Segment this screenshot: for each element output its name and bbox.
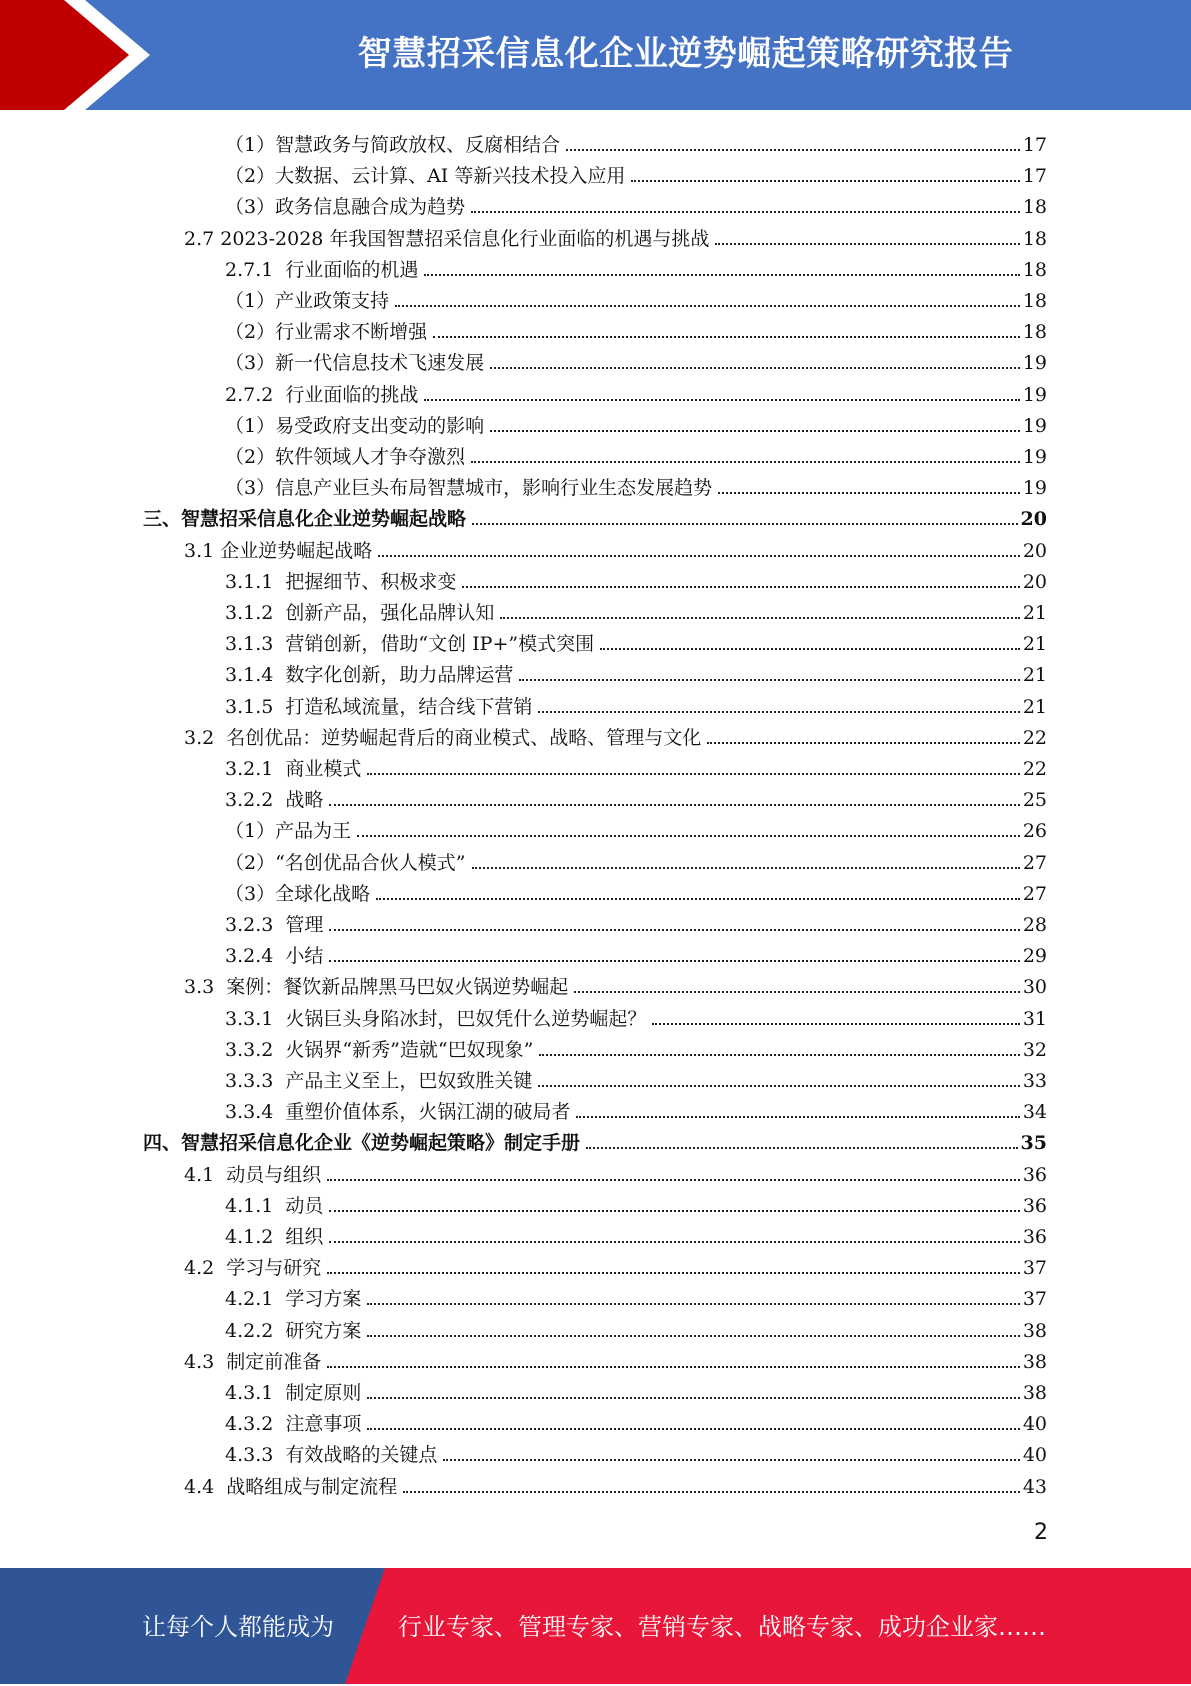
toc-entry[interactable] — [184, 1249, 1047, 1280]
toc-entry-label: 4.2 学习与研究 — [184, 1257, 322, 1280]
toc-entry[interactable] — [225, 188, 1047, 219]
toc-entry-label: 4.3 制定前准备 — [184, 1350, 322, 1373]
toc-leader-dots — [327, 1179, 1020, 1181]
toc-leader-dots — [327, 1272, 1020, 1274]
toc-entry[interactable] — [225, 157, 1047, 188]
toc-entry-page: 29 — [1022, 945, 1047, 968]
toc-entry-page: 18 — [1022, 258, 1047, 281]
toc-entry-label: （1）易受政府支出变动的影响 — [225, 414, 485, 437]
toc-entry[interactable] — [225, 1436, 1047, 1467]
toc-entry-page: 20 — [1022, 570, 1047, 593]
toc-entry[interactable] — [225, 812, 1047, 843]
toc-entry-page: 40 — [1022, 1413, 1047, 1436]
header-arrow-icon — [0, 0, 180, 110]
toc-entry[interactable] — [225, 875, 1047, 906]
toc-entry[interactable] — [225, 594, 1047, 625]
toc-entry-page: 35 — [1020, 1132, 1047, 1155]
toc-entry-label: （3）新一代信息技术飞速发展 — [225, 352, 485, 375]
toc-entry-label: 四、智慧招采信息化企业《逆势崛起策略》制定手册 — [143, 1132, 581, 1155]
toc-entry-page: 37 — [1022, 1288, 1047, 1311]
toc-entry[interactable] — [225, 688, 1047, 719]
toc-entry[interactable] — [184, 532, 1047, 563]
toc-entry[interactable] — [225, 781, 1047, 812]
toc-entry-page: 22 — [1022, 726, 1047, 749]
toc-leader-dots — [538, 1085, 1019, 1087]
footer-slogan-left: 让每个人都能成为 — [142, 1613, 334, 1641]
toc-entry-page: 34 — [1022, 1101, 1047, 1124]
toc-entry-page: 19 — [1022, 383, 1047, 406]
page-header — [0, 0, 1191, 110]
toc-entry[interactable] — [184, 1156, 1047, 1187]
toc-leader-dots — [443, 1459, 1019, 1461]
toc-leader-dots — [367, 1428, 1019, 1430]
toc-entry-page: 19 — [1022, 477, 1047, 500]
toc-entry-page: 27 — [1022, 882, 1047, 905]
toc-leader-dots — [462, 586, 1019, 588]
toc-entry[interactable] — [225, 469, 1047, 500]
toc-leader-dots — [538, 711, 1019, 713]
toc-entry[interactable] — [143, 1124, 1047, 1155]
toc-entry-label: 三、智慧招采信息化企业逆势崛起战略 — [143, 508, 467, 531]
toc-leader-dots — [519, 679, 1019, 681]
toc-entry-label: （1）智慧政务与简政放权、反腐相结合 — [225, 134, 561, 156]
toc-entry-page: 36 — [1022, 1226, 1047, 1248]
toc-entry-label: 4.1.2 组织 — [225, 1226, 324, 1248]
toc-entry-page: 17 — [1022, 134, 1047, 156]
toc-entry[interactable] — [225, 1280, 1047, 1311]
toc-entry[interactable] — [225, 906, 1047, 937]
toc-entry-page: 43 — [1022, 1475, 1047, 1498]
toc-entry[interactable] — [225, 344, 1047, 375]
toc-entry-page: 25 — [1022, 789, 1047, 812]
toc-entry-label: （3）政务信息融合成为趋势 — [225, 196, 466, 219]
toc-entry-label: （2）软件领域人才争夺激烈 — [225, 446, 466, 468]
toc-entry-label: 3.3.2 火锅界“新秀”造就“巴奴现象” — [225, 1038, 534, 1061]
toc-leader-dots — [600, 648, 1020, 650]
toc-entry-page: 19 — [1022, 352, 1047, 375]
toc-entry-page: 33 — [1022, 1070, 1047, 1092]
toc-entry[interactable] — [143, 500, 1047, 531]
toc-leader-dots — [490, 367, 1020, 369]
toc-entry-page: 38 — [1022, 1350, 1047, 1373]
toc-entry[interactable] — [184, 1343, 1047, 1374]
toc-entry[interactable] — [225, 625, 1047, 656]
toc-entry-page: 21 — [1022, 664, 1047, 687]
toc-leader-dots — [566, 149, 1020, 151]
toc-entry-page: 19 — [1022, 446, 1047, 468]
toc-entry-page: 31 — [1022, 1007, 1047, 1030]
toc-entry-page: 21 — [1022, 633, 1047, 656]
toc-entry-label: 2.7.2 行业面临的挑战 — [225, 383, 419, 406]
toc-entry[interactable] — [225, 1093, 1047, 1124]
toc-entry[interactable] — [225, 1031, 1047, 1062]
toc-entry-page: 36 — [1022, 1163, 1047, 1186]
toc-entry-label: 3.3.4 重塑价值体系，火锅江湖的破局者 — [225, 1101, 571, 1124]
toc-entry[interactable] — [225, 407, 1047, 438]
toc-leader-dots — [378, 555, 1020, 557]
toc-entry[interactable] — [225, 1218, 1047, 1249]
toc-leader-dots — [500, 617, 1019, 619]
toc-leader-dots — [329, 1210, 1019, 1212]
toc-entry-page: 36 — [1022, 1194, 1047, 1217]
toc-entry[interactable] — [225, 1374, 1047, 1405]
toc-entry-page: 18 — [1022, 196, 1047, 219]
toc-leader-dots — [395, 305, 1020, 307]
toc-entry[interactable] — [225, 376, 1047, 407]
toc-entry-page: 20 — [1022, 539, 1047, 562]
toc-leader-dots — [471, 211, 1020, 213]
toc-leader-dots — [424, 274, 1019, 276]
toc-entry[interactable] — [225, 563, 1047, 594]
toc-entry-label: （1）产品为王 — [225, 820, 352, 843]
toc-leader-dots — [367, 773, 1019, 775]
toc-leader-dots — [718, 492, 1020, 494]
toc-leader-dots — [539, 1054, 1020, 1056]
toc-entry-label: （2）“名创优品合伙人模式” — [225, 851, 466, 874]
toc-entry-page: 37 — [1022, 1257, 1047, 1280]
toc-leader-dots — [574, 991, 1020, 993]
toc-entry[interactable] — [225, 844, 1047, 875]
toc-entry-page: 38 — [1022, 1382, 1047, 1404]
toc-leader-dots — [652, 1023, 1019, 1025]
toc-leader-dots — [472, 523, 1018, 525]
toc-leader-dots — [329, 960, 1019, 962]
toc-entry-label: 3.2 名创优品：逆势崛起背后的商业模式、战略、管理与文化 — [184, 726, 702, 749]
toc-entry-label: 3.2.2 战略 — [225, 789, 324, 812]
toc-leader-dots — [329, 929, 1019, 931]
toc-entry-page: 28 — [1022, 914, 1047, 936]
toc-entry-label: （3）信息产业巨头布局智慧城市，影响行业生态发展趋势 — [225, 477, 713, 500]
toc-entry[interactable] — [225, 750, 1047, 781]
toc-entry-label: 4.4 战略组成与制定流程 — [184, 1475, 398, 1498]
toc-leader-dots — [715, 243, 1019, 245]
toc-leader-dots — [329, 1241, 1019, 1243]
toc-entry-label: 4.1 动员与组织 — [184, 1163, 322, 1186]
toc-entry-label: 4.1.1 动员 — [225, 1194, 324, 1217]
toc-entry[interactable] — [225, 126, 1047, 157]
toc-entry-page: 20 — [1020, 508, 1047, 531]
toc-leader-dots — [472, 867, 1020, 869]
toc-entry-label: 3.1.3 营销创新，借助“文创 IP+”模式突围 — [225, 633, 595, 656]
toc-entry-label: 4.3.2 注意事项 — [225, 1413, 362, 1436]
toc-entry-label: 3.2.3 管理 — [225, 914, 324, 936]
page-number: 2 — [1034, 1520, 1048, 1545]
toc-entry[interactable] — [184, 968, 1047, 999]
toc-leader-dots — [471, 461, 1020, 463]
toc-entry-label: 3.1 企业逆势崛起战略 — [184, 539, 373, 562]
toc-entry[interactable] — [184, 1468, 1047, 1499]
toc-entry-label: （2）行业需求不断增强 — [225, 321, 428, 344]
toc-entry[interactable] — [225, 438, 1047, 469]
toc-entry-page: 30 — [1022, 976, 1047, 999]
toc-entry[interactable] — [184, 220, 1047, 251]
toc-entry-label: 3.1.5 打造私域流量，结合线下营销 — [225, 695, 533, 718]
toc-leader-dots — [433, 336, 1020, 338]
toc-entry-page: 18 — [1022, 290, 1047, 312]
toc-entry-label: （3）全球化战略 — [225, 882, 371, 905]
toc-entry[interactable] — [225, 937, 1047, 968]
toc-entry-label: 3.1.1 把握细节、积极求变 — [225, 570, 457, 593]
toc-entry[interactable] — [225, 282, 1047, 313]
toc-leader-dots — [490, 430, 1020, 432]
toc-entry-page: 22 — [1022, 758, 1047, 780]
toc-entry-label: 3.3.3 产品主义至上，巴奴致胜关键 — [225, 1070, 533, 1092]
toc-entry[interactable] — [225, 251, 1047, 282]
toc-entry-page: 21 — [1022, 695, 1047, 718]
toc-entry-label: （2）大数据、云计算、AI 等新兴技术投入应用 — [225, 165, 626, 188]
toc-entry-page: 19 — [1022, 414, 1047, 437]
toc-entry[interactable] — [225, 1000, 1047, 1031]
toc-entry[interactable] — [225, 1312, 1047, 1343]
toc-leader-dots — [586, 1147, 1018, 1149]
toc-leader-dots — [403, 1491, 1020, 1493]
toc-leader-dots — [707, 742, 1020, 744]
report-title: 智慧招采信息化企业逆势崛起策略研究报告 — [357, 34, 1014, 74]
toc-entry-label: 4.2.2 研究方案 — [225, 1319, 362, 1342]
toc-entry-label: 3.3.1 火锅巨头身陷冰封，巴奴凭什么逆势崛起？ — [225, 1007, 647, 1030]
page-footer — [0, 1568, 1191, 1684]
toc-entry-label: 4.2.1 学习方案 — [225, 1288, 362, 1311]
toc-entry-label: 3.1.2 创新产品，强化品牌认知 — [225, 602, 495, 624]
toc-leader-dots — [357, 835, 1020, 837]
toc-entry[interactable] — [225, 1405, 1047, 1436]
toc-leader-dots — [329, 804, 1019, 806]
toc-entry-label: （1）产业政策支持 — [225, 290, 390, 312]
toc-leader-dots — [367, 1303, 1019, 1305]
toc-entry-page: 18 — [1022, 227, 1047, 250]
toc-entry-page: 17 — [1022, 165, 1047, 188]
toc-entry-label: 3.2.4 小结 — [225, 945, 324, 968]
toc-entry-page: 26 — [1022, 820, 1047, 843]
toc-entry-label: 4.3.3 有效战略的关键点 — [225, 1444, 438, 1467]
toc-leader-dots — [327, 1366, 1020, 1368]
toc-entry[interactable] — [225, 1062, 1047, 1093]
toc-entry-page: 27 — [1022, 851, 1047, 874]
toc-leader-dots — [376, 898, 1020, 900]
toc-entry[interactable] — [184, 719, 1047, 750]
toc-leader-dots — [424, 399, 1019, 401]
toc-entry-label: 4.3.1 制定原则 — [225, 1382, 362, 1404]
toc-entry[interactable] — [225, 313, 1047, 344]
toc-entry-label: 3.1.4 数字化创新，助力品牌运营 — [225, 664, 514, 687]
toc-entry-label: 2.7 2023-2028 年我国智慧招采信息化行业面临的机遇与挑战 — [184, 227, 710, 250]
toc-entry[interactable] — [225, 1187, 1047, 1218]
toc-leader-dots — [367, 1397, 1019, 1399]
toc-entry-label: 2.7.1 行业面临的机遇 — [225, 258, 419, 281]
toc-entry-page: 18 — [1022, 321, 1047, 344]
toc-leader-dots — [576, 1116, 1019, 1118]
toc-entry-page: 40 — [1022, 1444, 1047, 1467]
toc-leader-dots — [631, 180, 1019, 182]
toc-entry-label: 3.2.1 商业模式 — [225, 758, 362, 780]
toc-leader-dots — [367, 1335, 1019, 1337]
toc-entry-page: 38 — [1022, 1319, 1047, 1342]
footer-slogan-right: 行业专家、管理专家、营销专家、战略专家、成功企业家…… — [398, 1613, 1046, 1641]
toc-entry[interactable] — [225, 656, 1047, 687]
toc-entry-page: 21 — [1022, 602, 1047, 624]
toc-entry-page: 32 — [1022, 1038, 1047, 1061]
toc-entry-label: 3.3 案例：餐饮新品牌黑马巴奴火锅逆势崛起 — [184, 976, 569, 999]
